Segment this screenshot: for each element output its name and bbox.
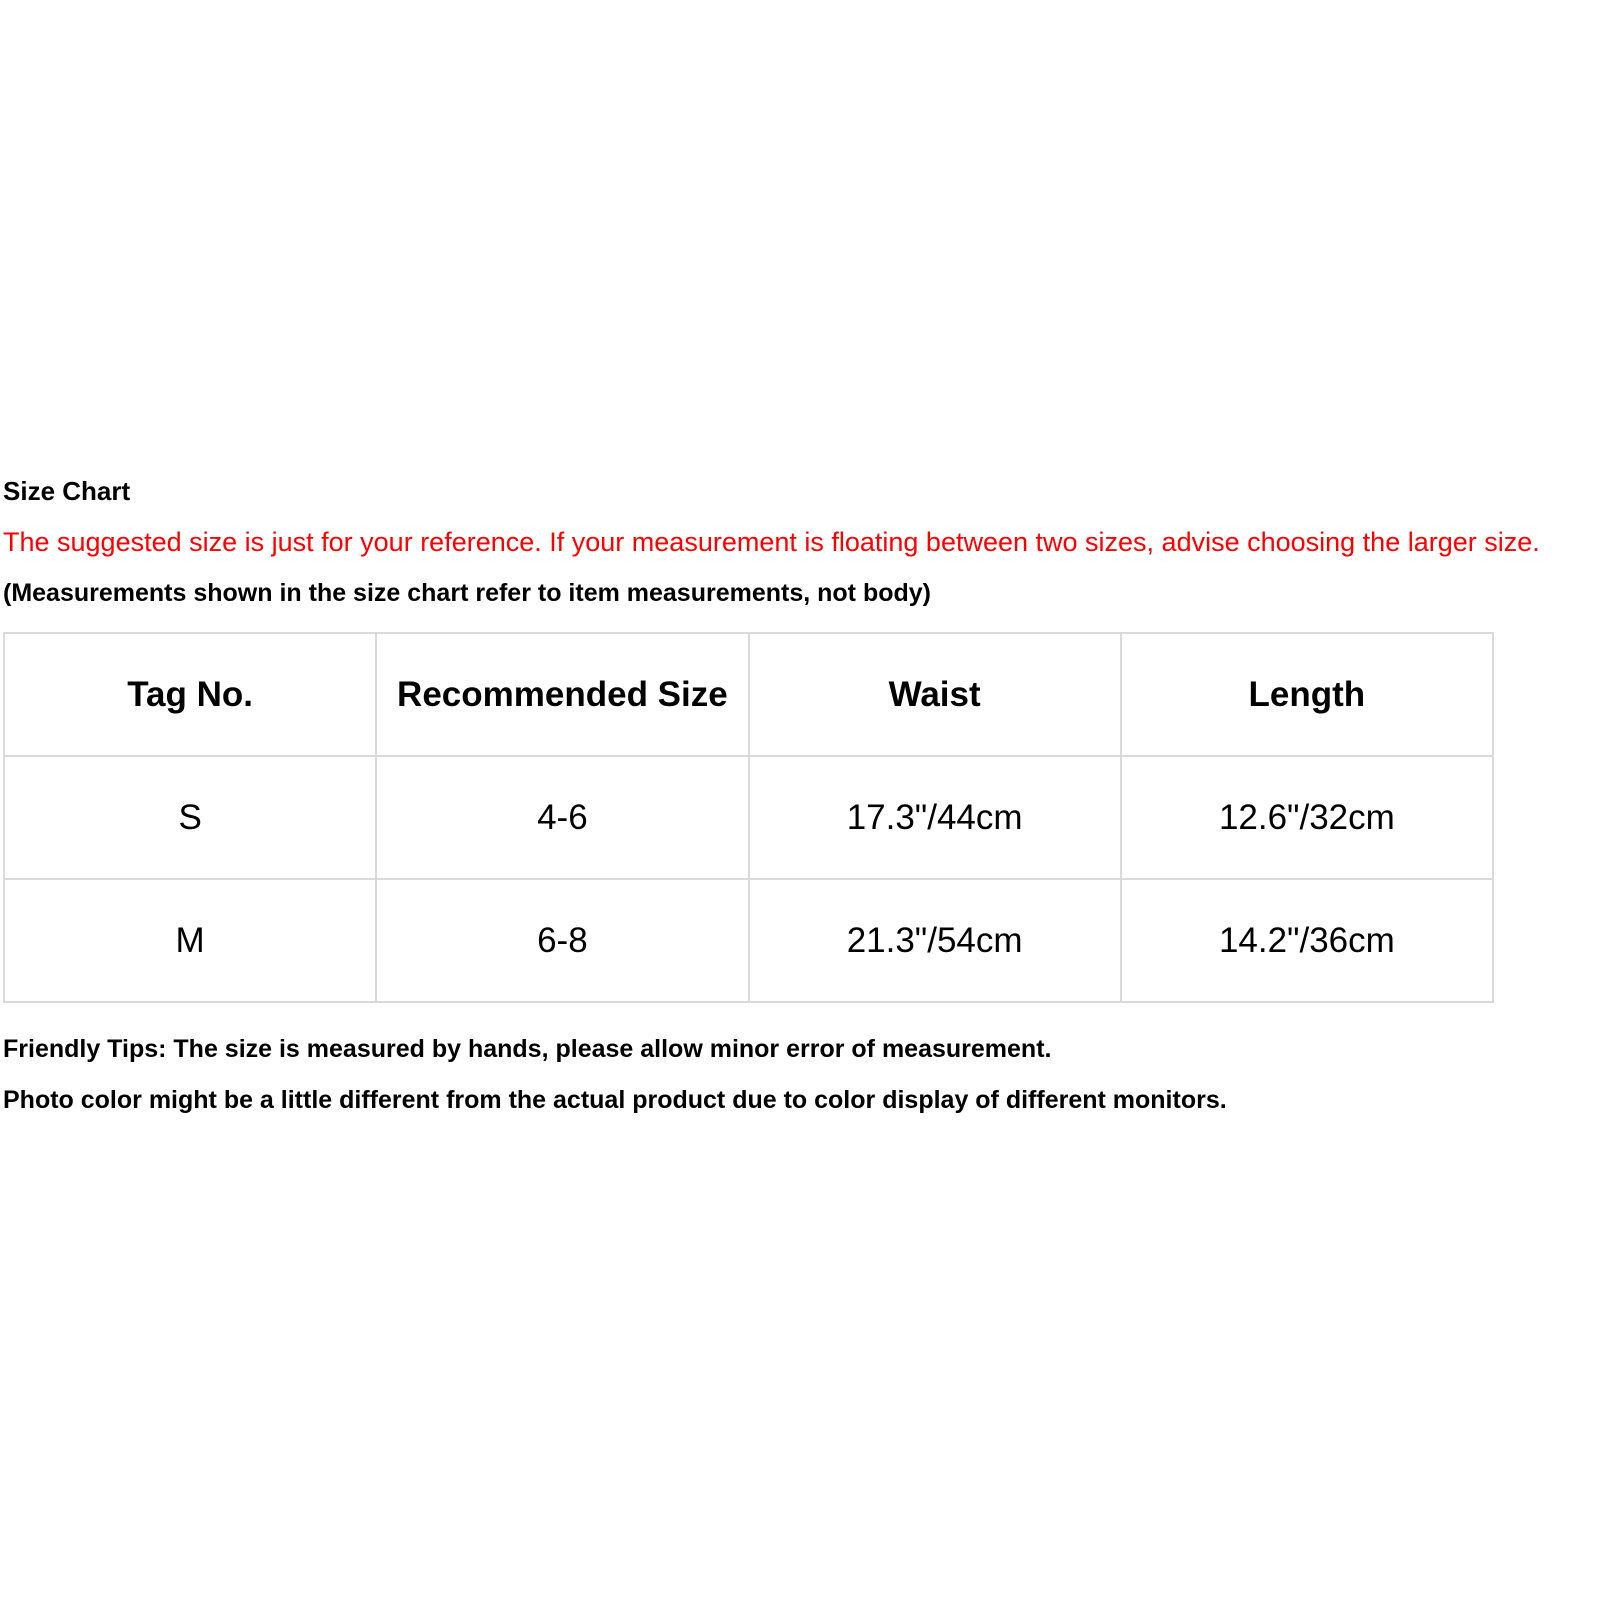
cell-recommended-size: 4-6 bbox=[376, 756, 748, 879]
cell-tag-no: S bbox=[4, 756, 376, 879]
header-recommended-size: Recommended Size bbox=[376, 633, 748, 756]
cell-waist: 17.3"/44cm bbox=[749, 756, 1121, 879]
table-row bbox=[4, 879, 1493, 1002]
size-table bbox=[3, 632, 1494, 1003]
header-waist: Waist bbox=[749, 633, 1121, 756]
header-length: Length bbox=[1121, 633, 1493, 756]
cell-length: 12.6"/32cm bbox=[1121, 756, 1493, 879]
cell-tag-no: M bbox=[4, 879, 376, 1002]
cell-waist: 21.3"/54cm bbox=[749, 879, 1121, 1002]
friendly-tip: Friendly Tips: The size is measured by hands, please allow minor error of measurement. bbox=[3, 1035, 1052, 1063]
size-reference-notice: The suggested size is just for your reference. If your measurement is floating between two sizes, advise choosing the larger size. bbox=[3, 527, 1540, 557]
header-tag-no: Tag No. bbox=[4, 633, 376, 756]
cell-recommended-size: 6-8 bbox=[376, 879, 748, 1002]
table-row bbox=[4, 756, 1493, 879]
cell-length: 14.2"/36cm bbox=[1121, 879, 1493, 1002]
page-title: Size Chart bbox=[3, 476, 131, 506]
table-header-row bbox=[4, 633, 1493, 756]
measurement-note: (Measurements shown in the size chart refer to item measurements, not body) bbox=[3, 579, 931, 607]
color-disclaimer: Photo color might be a little different from the actual product due to color display of different monitors. bbox=[3, 1086, 1227, 1114]
